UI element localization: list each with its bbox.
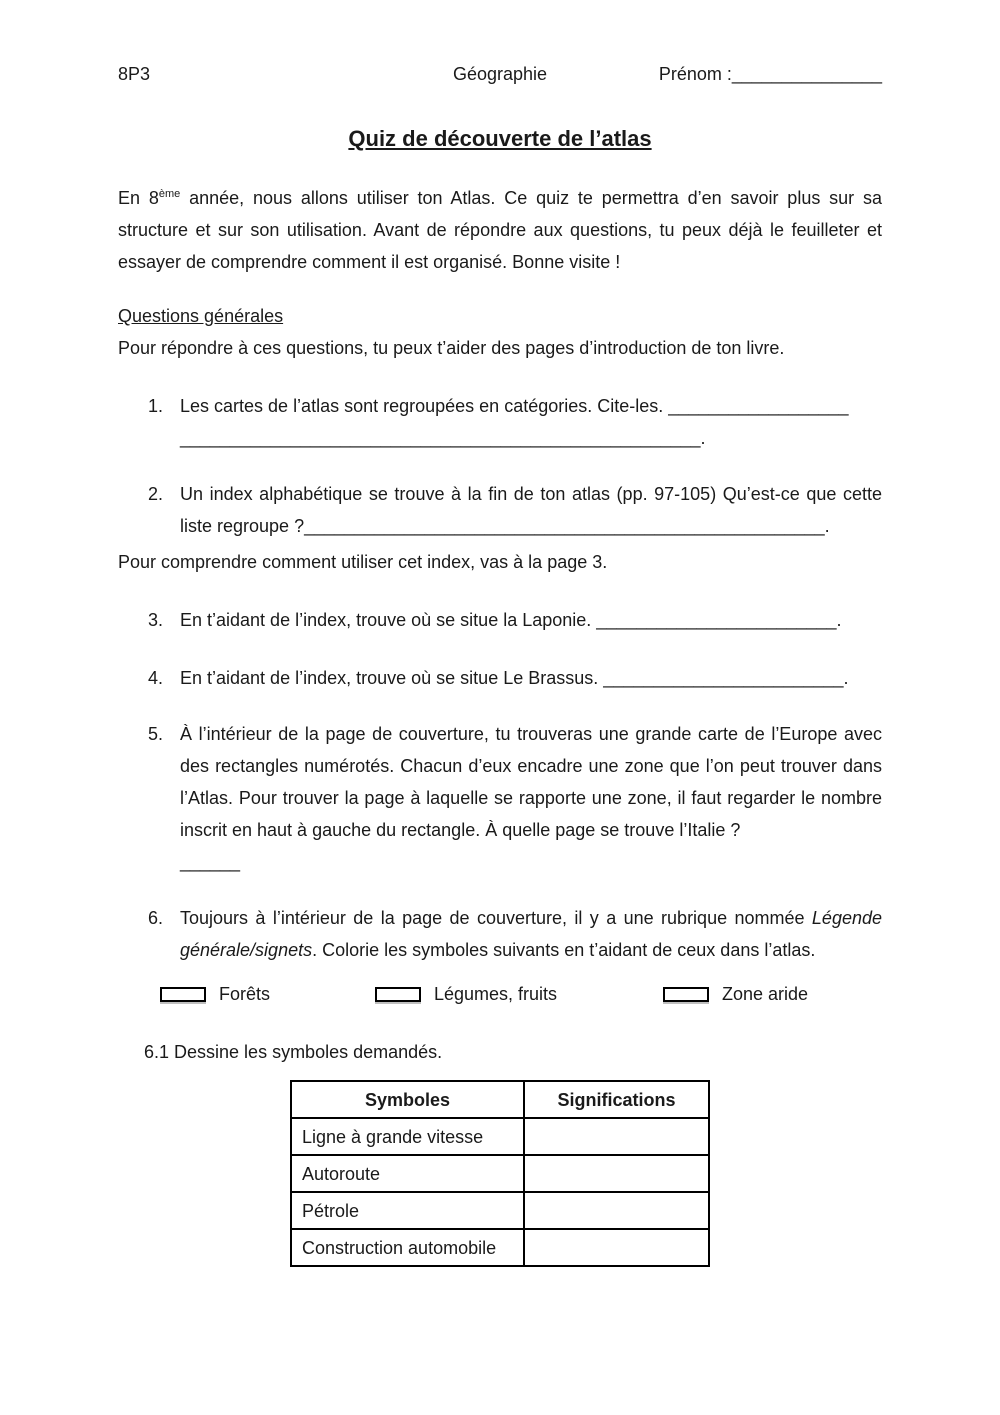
table-cell-symbol-name: Pétrole (291, 1192, 524, 1229)
question-5-body (180, 718, 882, 878)
color-box-legumes-fruits (375, 987, 421, 1002)
question-6-prompt-end: . Colorie les symboles suivants en t’aidant de ceux dans l’atlas. (312, 940, 816, 960)
question-1-prompt: Les cartes de l’atlas sont regroupées en catégories. Cite-les. (180, 396, 669, 416)
table-row-petrole (291, 1192, 709, 1229)
question-5-answer-blank: ______ (180, 852, 241, 872)
question-4-answer-blank: ________________________. (603, 668, 849, 688)
symbol-label-forets: Forêts (219, 984, 271, 1004)
question-4-prompt: En t’aidant de l’index, trouve où se situe Le Brassus. (180, 668, 604, 688)
table-header-row (291, 1081, 709, 1118)
question-3-prompt: En t’aidant de l’index, trouve où se situe la Laponie. (180, 610, 597, 630)
section-subtext: Pour répondre à ces questions, tu peux t’aider des pages d’introduction de ton livre. (118, 338, 785, 358)
question-3-answer-blank: ________________________. (596, 610, 842, 630)
table-row-construction-automobile (291, 1229, 709, 1266)
symbol-label-zone-aride: Zone aride (722, 984, 809, 1004)
question-3 (118, 604, 882, 636)
subquestion-6-1: 6.1 Dessine les symboles demandés. (144, 1042, 443, 1062)
intro-text-rest: année, nous allons utiliser ton Atlas. Ce quiz te permettra d’en savoir plus sur sa structure et sur son utilisation. Avant de répondre aux questions, tu peux déjà le feuilleter et essayer de comprendre comment il est organisé. Bonne visite ! (118, 188, 883, 272)
question-2-prompt: Un index alphabétique se trouve à la fin de ton atlas (pp. 97-105) Qu’est-ce que cette liste regroupe ? (180, 484, 882, 536)
document-header (118, 58, 882, 90)
color-box-zone-aride (663, 987, 709, 1002)
table-row-ligne-grande-vitesse (291, 1118, 709, 1155)
color-box-forets (160, 987, 206, 1002)
question-6-body (180, 902, 882, 966)
page-title: Quiz de découverte de l’atlas (348, 126, 652, 151)
symbol-item-zone-aride (663, 978, 808, 1010)
question-1 (118, 390, 882, 454)
question-2-number: 2. (148, 484, 164, 504)
question-6-number: 6. (148, 908, 164, 928)
question-2-body (180, 478, 882, 542)
color-symbols-row (118, 978, 882, 1010)
index-usage-hint: Pour comprendre comment utiliser cet index, vas à la page 3. (118, 552, 608, 572)
question-1-answer-blank-line1: __________________ (668, 396, 849, 416)
student-name-blank: Prénom :_______________ (658, 64, 883, 84)
subject-label: Géographie (452, 64, 548, 84)
question-1-body (180, 390, 882, 454)
class-code-label: 8P3 (118, 64, 151, 84)
question-2-answer-blank: ____________________________________________________. (304, 516, 830, 536)
symbol-label-legumes-fruits: Légumes, fruits (434, 984, 558, 1004)
table-header-significations: Significations (524, 1081, 709, 1118)
question-4-body (180, 662, 882, 694)
question-6-legend-reference: Légende générale/signets (180, 908, 882, 960)
table-row-autoroute (291, 1155, 709, 1192)
question-6 (118, 902, 882, 966)
table-cell-symbol-name: Autoroute (291, 1155, 524, 1192)
table-cell-signification-empty (524, 1229, 709, 1266)
symbol-item-legumes-fruits (375, 978, 663, 1010)
question-3-body (180, 604, 882, 636)
question-5-number: 5. (148, 724, 164, 744)
question-1-answer-blank-line2: ____________________________________________________. (180, 428, 706, 448)
intro-text-start: En 8 (118, 188, 159, 208)
question-6-prompt-start: Toujours à l’intérieur de la page de couverture, il y a une rubrique nommée (180, 908, 812, 928)
question-1-number: 1. (148, 396, 164, 416)
table-cell-signification-empty (524, 1155, 709, 1192)
table-cell-signification-empty (524, 1118, 709, 1155)
intro-paragraph (118, 182, 882, 278)
question-5-prompt: À l’intérieur de la page de couverture, tu trouveras une grande carte de l’Europe avec des rectangles numérotés. Chacun d’eux encadre une zone que l’on peut trouver dans l’Atlas. Pour trouver la page à laquelle se rapporte une zone, il faut regarder le nombre inscrit en haut à gauche du rectangle. À quelle page se trouve l’Italie ? (180, 724, 882, 840)
intro-ordinal-superscript: ème (158, 188, 181, 200)
symbols-table (290, 1080, 710, 1267)
symbol-item-forets (160, 978, 375, 1010)
table-cell-signification-empty (524, 1192, 709, 1229)
table-cell-symbol-name: Construction automobile (291, 1229, 524, 1266)
table-header-symboles: Symboles (291, 1081, 524, 1118)
question-2 (118, 478, 882, 542)
question-5 (118, 718, 882, 878)
question-3-number: 3. (148, 610, 164, 630)
section-heading-questions-generales: Questions générales (118, 306, 284, 326)
question-4 (118, 662, 882, 694)
question-4-number: 4. (148, 668, 164, 688)
table-cell-symbol-name: Ligne à grande vitesse (291, 1118, 524, 1155)
